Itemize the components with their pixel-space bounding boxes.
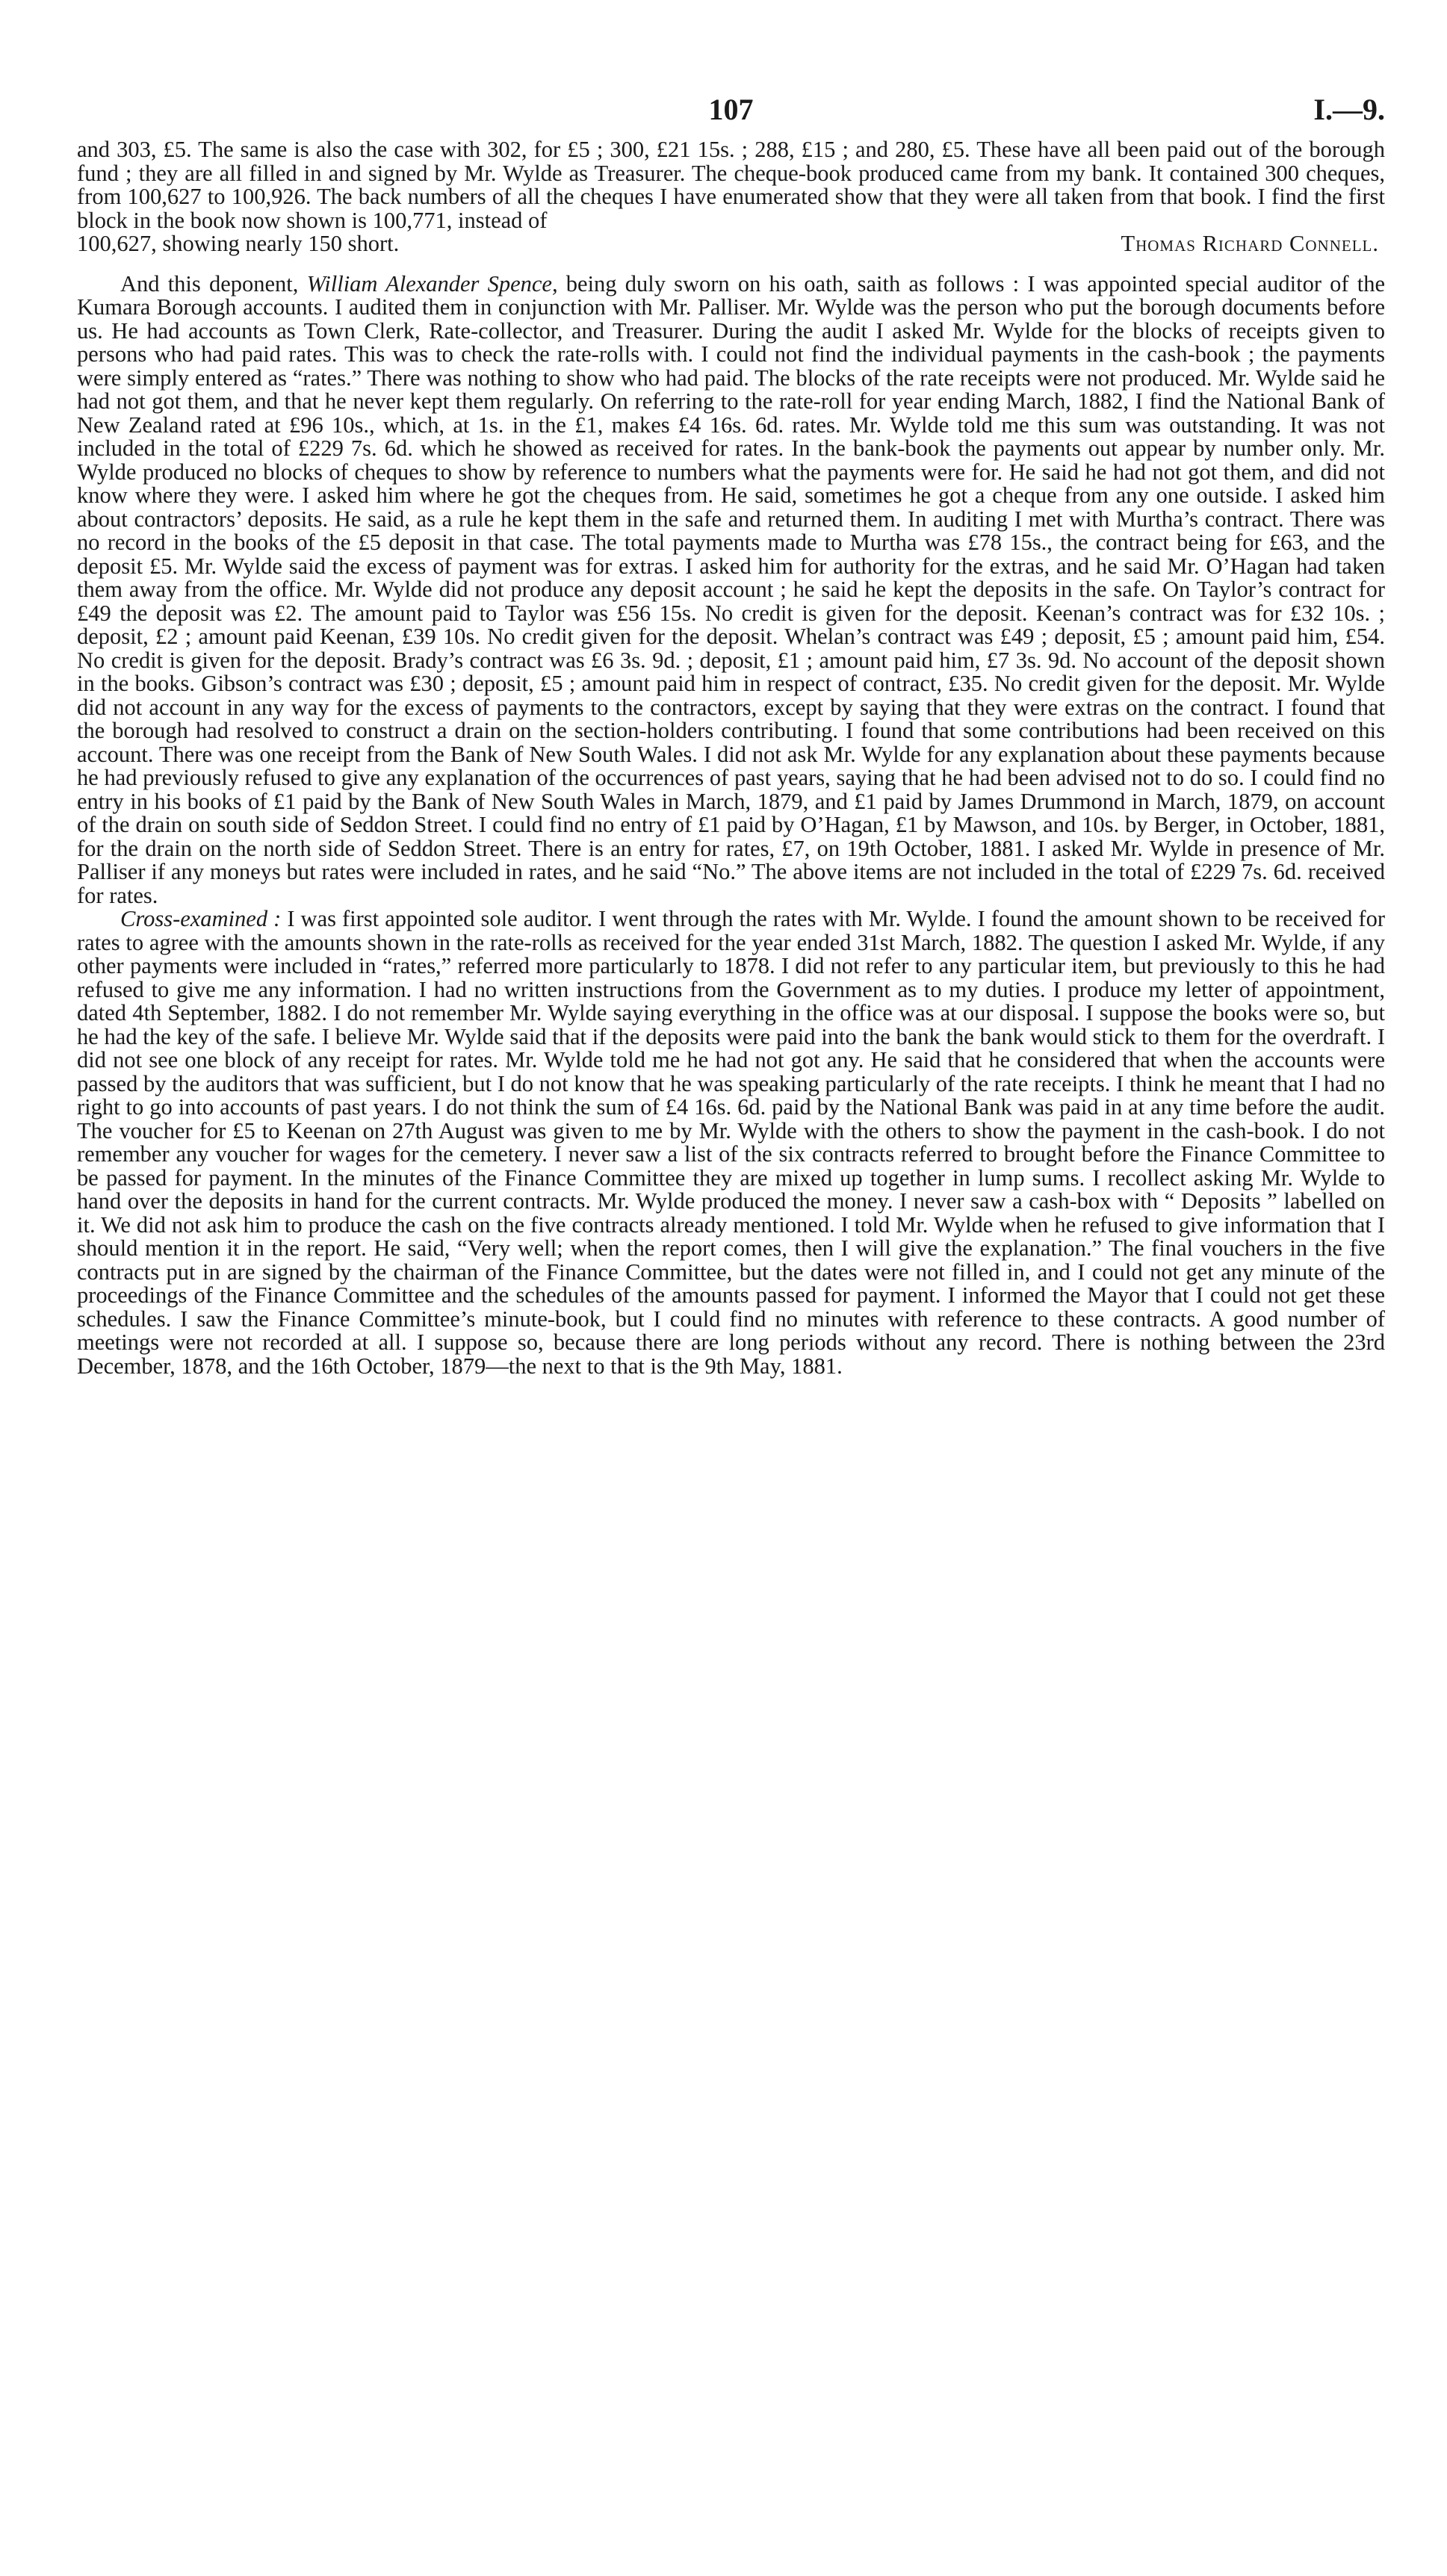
signature-line	[77, 232, 1385, 256]
deposition-lead: And this deponent,	[120, 270, 299, 297]
document-reference: I.—9.	[1313, 93, 1385, 126]
continuation-last-line: 100,627, showing nearly 150 short.	[77, 231, 400, 256]
cross-examination-text: I was first appointed sole auditor. I went through the rates with Mr. Wylde. I found the amount shown to be received for rates to agree with the amounts shown in the rate-rolls as received for the year ended 31st March, 1882. The question I asked Mr. Wylde, if any other payments were included in “rates,” referred more particularly to 1878. I did not refer to any particular item, but previously to this he had refused to give me any information. I had no written instructions from the Government as to my duties. I produce my letter of appointment, dated 4th September, 1882. I do not remember Mr. Wylde saying everything in the office was at our disposal. I suppose the books were so, but he had the key of the safe. I believe Mr. Wylde said that if the deposits were paid into the bank the bank would stick to them for the overdraft. I did not see one block of any receipt for rates. Mr. Wylde told me he had not got any. He said that he considered that when the accounts were passed by the auditors that was sufficient, but I do not know that he was speaking particularly of the rate receipts. I think he meant that I had no right to go into accounts of past years. I do not think the sum of £4 16s. 6d. paid by the National Bank was paid in at any time before the audit. The voucher for £5 to Keenan on 27th August was given to me by Mr. Wylde with the others to show the payment in the cash-book. I do not remember any voucher for wages for the cemetery. I never saw a list of the six contracts referred to brought before the Finance Committee to be passed for payment. In the minutes of the Finance Committee they are mixed up together in lump sums. I recollect asking Mr. Wylde to hand over the deposits in hand for the current contracts. Mr. Wylde produced the money. I never saw a cash-box with “ Deposits ” labelled on it. We did not ask him to produce the cash on the five contracts already mentioned. I told Mr. Wylde when he refused to give information that I should mention it in the report. He said, “Very well; when the report comes, then I will give the explanation.” The final vouchers in the five contracts put in are signed by the chairman of the Finance Committee, but the dates were not filled in, and I could not get any minute of the proceedings of the Finance Committee and the schedules of the amounts passed for payment. I informed the Mayor that I could not get these schedules. I saw the Finance Committee’s minute-book, but I could find no minutes with reference to these contracts. A good number of meetings were not recorded at all. I suppose so, because there are long periods without any record. There is nothing between the 23rd December, 1878, and the 16th October, 1879—the next to that is the 9th May, 1881.	[77, 906, 1386, 1379]
continuation-paragraph: and 303, £5. The same is also the case with 302, for £5 ; 300, £21 15s. ; 288, £15 ; and 280, £5. These have all been paid out of the borough fund ; they are all filled in and signed by Mr. Wylde as Treasurer. The cheque-book produced came from my bank. It contained 300 cheques, from 100,627 to 100,926. The back numbers of all the cheques I have enumerated show that they were all taken from that book. I find the first block in the book now shown is 100,771, instead of	[77, 137, 1385, 233]
deponent-name: William Alexander Spence,	[306, 270, 558, 297]
deposition-text: being duly sworn on his oath, saith as follows : I was appointed special auditor of the Kumara Borough accounts. I audited them in conjunction with Mr. Palliser. Mr. Wylde was the person who put the borough documents before us. He had accounts as Town Clerk, Rate-collector, and Treasurer. During the audit I asked Mr. Wylde for the blocks of receipts given to persons who had paid rates. This was to check the rate-rolls with. I could not find the individual payments in the cash-book ; the payments were simply entered as “rates.” There was nothing to show who had paid. The blocks of the rate receipts were not produced. Mr. Wylde said he had not got them, and that he never kept them regularly. On referring to the rate-roll for year ending March, 1882, I find the National Bank of New Zealand rated at £96 10s., which, at 1s. in the £1, makes £4 16s. 6d. rates. Mr. Wylde told me this sum was outstanding. It was not included in the total of £229 7s. 6d. which he showed as received for rates. In the bank-book the payments out appear by number only. Mr. Wylde produced no blocks of cheques to show by reference to numbers what the payments were for. He said he had not got them, and did not know where they were. I asked him where he got the cheques from. He said, sometimes he got a cheque from any one outside. I asked him about contractors’ deposits. He said, as a rule he kept them in the safe and returned them. In auditing I met with Murtha’s contract. There was no record in the books of the £5 deposit in that case. The total payments made to Murtha was £78 15s., the contract being for £63, and the deposit £5. Mr. Wylde said the excess of payment was for extras. I asked him for authority for the extras, and he said Mr. O’Hagan had taken them away from the office. Mr. Wylde did not produce any deposit account ; he said he kept the deposits in the safe. On Taylor’s contract for £49 the deposit was £2. The amount paid to Taylor was £56 15s. No credit is given for the deposit. Keenan’s contract was for £32 10s. ; deposit, £2 ; amount paid Keenan, £39 10s. No credit given for the deposit. Whelan’s contract was £49 ; deposit, £5 ; amount paid him, £54. No credit is given for the deposit. Brady’s contract was £6 3s. 9d. ; deposit, £1 ; amount paid him, £7 3s. 9d. No account of the deposit shown in the books. Gibson’s contract was £30 ; deposit, £5 ; amount paid him in respect of contract, £35. No credit given for the deposit. Mr. Wylde did not account in any way for the excess of payments to the contractors, except by saying that they were extras on the contract. I found that the borough had resolved to construct a drain on the section-holders contributing. I found that some contributions had been received on this account. There was one receipt from the Bank of New South Wales. I did not ask Mr. Wylde for any explanation about these payments because he had previously refused to give any explanation of the occurrences of past years, saying that he had been advised not to do so. I could find no entry in his books of £1 paid by the Bank of New South Wales in March, 1879, and £1 paid by James Drummond in March, 1879, on account of the drain on south side of Seddon Street. I could find no entry of £1 paid by O’Hagan, £1 by Mawson, and 10s. by Berger, in October, 1881, for the drain on the north side of Seddon Street. There is an entry for rates, £7, on 19th October, 1881. I asked Mr. Wylde in presence of Mr. Palliser if any moneys but rates were included in rates, and he said “No.” The above items are not included in the total of £229 7s. 6d. received for rates.	[77, 270, 1385, 908]
cross-examined-label: Cross-examined :	[120, 906, 282, 931]
page-number: 107	[708, 93, 754, 126]
deposition-paragraph	[77, 270, 1385, 908]
page-header	[77, 93, 1385, 138]
witness-signature: Thomas Richard Connell.	[1121, 231, 1379, 256]
cross-examination-paragraph	[77, 907, 1385, 1378]
